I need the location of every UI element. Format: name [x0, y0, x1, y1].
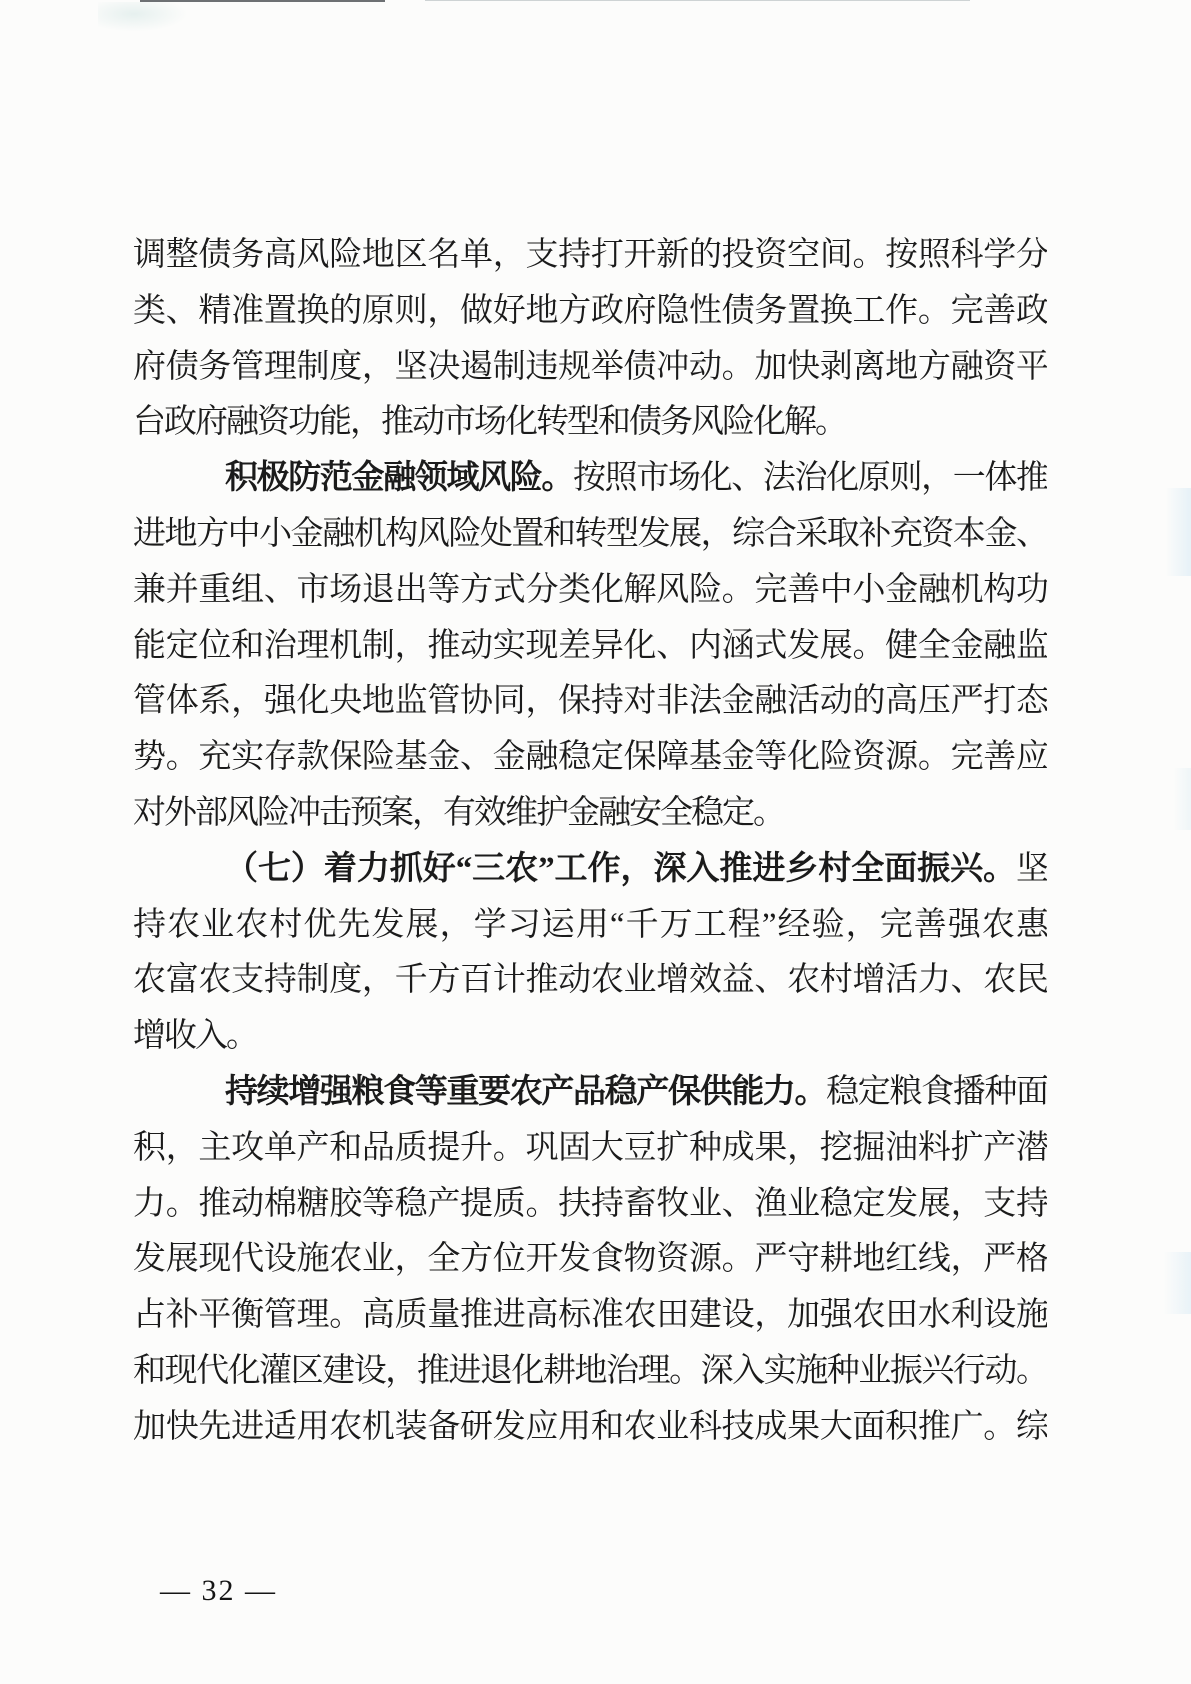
paragraph [133, 451, 1047, 842]
text-line [133, 1288, 1047, 1344]
text-run: 势。充实存款保险基金、金融稳定保障基金等化险资源。完善应 [133, 739, 1047, 776]
scan-artifact-top-light-line [425, 0, 970, 1]
text-run: 力。推动棉糖胶等稳产提质。扶持畜牧业、渔业稳定发展，支持 [133, 1185, 1047, 1222]
paragraph [133, 842, 1047, 1065]
text-run: 持农业农村优先发展，学习运用“千万工程”经验，完善强农惠 [133, 906, 1047, 943]
text-line [133, 1232, 1047, 1288]
text-run: 积，主攻单产和品质提升。巩固大豆扩种成果，挖掘油料扩产潜 [133, 1129, 1047, 1166]
text-line [133, 1400, 1047, 1456]
text-line [133, 451, 1047, 507]
text-run: 坚 [1016, 850, 1047, 887]
text-run: 农富农支持制度，千方百计推动农业增效益、农村增活力、农民 [133, 962, 1047, 999]
scan-artifact-right-streak [1165, 488, 1191, 576]
scan-artifact-topleft-smudge [98, 2, 188, 32]
text-line [133, 730, 1047, 786]
text-run: 调整债务高风险地区名单，支持打开新的投资空间。按照科学分 [133, 237, 1047, 273]
text-run: 对外部风险冲击预案，有效维护金融安全稳定。 [133, 794, 784, 831]
page-number: — 32 — [160, 1574, 277, 1607]
emphasis-run: 积极防范金融领域风险。 [225, 460, 574, 497]
text-run: 发展现代设施农业，全方位开发食物资源。严守耕地红线，严格 [133, 1241, 1047, 1278]
text-run: 进地方中小金融机构风险处置和转型发展，综合采取补充资本金、 [133, 515, 1047, 552]
text-line [133, 1065, 1047, 1121]
scan-artifact-top-dark-line [140, 0, 385, 2]
scan-artifact-right-streak [1163, 1252, 1191, 1314]
text-line [133, 898, 1047, 954]
text-line [133, 619, 1047, 675]
text-run: 稳定粮食播种面 [826, 1073, 1047, 1110]
text-line [133, 1121, 1047, 1177]
text-line [133, 507, 1047, 563]
body-text-block [133, 228, 1047, 1456]
text-run: 和现代化灌区建设，推进退化耕地治理。深入实施种业振兴行动。 [133, 1352, 1047, 1389]
text-run: 类、精准置换的原则，做好地方政府隐性债务置换工作。完善政 [133, 292, 1047, 329]
section-heading-run: （七）着力抓好“三农”工作，深入推进乡村全面振兴。 [225, 850, 1016, 887]
text-run: 加快先进适用农机装备研发应用和农业科技成果大面积推广。综 [133, 1408, 1047, 1445]
emphasis-run: 持续增强粮食等重要农产品稳产保供能力。 [225, 1073, 827, 1110]
text-line [133, 674, 1047, 730]
text-run: 能定位和治理机制，推动实现差异化、内涵式发展。健全金融监 [133, 627, 1047, 664]
paragraph [133, 228, 1047, 451]
text-line [133, 786, 1047, 842]
scan-artifact-right-streak [1173, 768, 1191, 830]
text-run: 按照市场化、法治化原则，一体推 [573, 460, 1047, 497]
paragraph [133, 1065, 1047, 1456]
text-line [133, 1177, 1047, 1233]
text-run: 增收入。 [133, 1018, 257, 1055]
text-run: 台政府融资功能，推动市场化转型和债务风险化解。 [133, 404, 846, 441]
text-line [133, 563, 1047, 619]
text-run: 府债务管理制度，坚决遏制违规举债冲动。加快剥离地方融资平 [133, 348, 1047, 385]
text-line [133, 340, 1047, 396]
text-run: 管体系，强化央地监管协同，保持对非法金融活动的高压严打态 [133, 683, 1047, 720]
text-line [133, 1344, 1047, 1400]
text-run: 占补平衡管理。高质量推进高标准农田建设，加强农田水利设施 [133, 1297, 1047, 1334]
section-heading-line [133, 842, 1047, 898]
text-line [133, 228, 1047, 284]
text-run: 兼并重组、市场退出等方式分类化解风险。完善中小金融机构功 [133, 571, 1047, 608]
text-line [133, 395, 1047, 451]
text-line [133, 953, 1047, 1009]
text-line [133, 284, 1047, 340]
text-line [133, 1009, 1047, 1065]
